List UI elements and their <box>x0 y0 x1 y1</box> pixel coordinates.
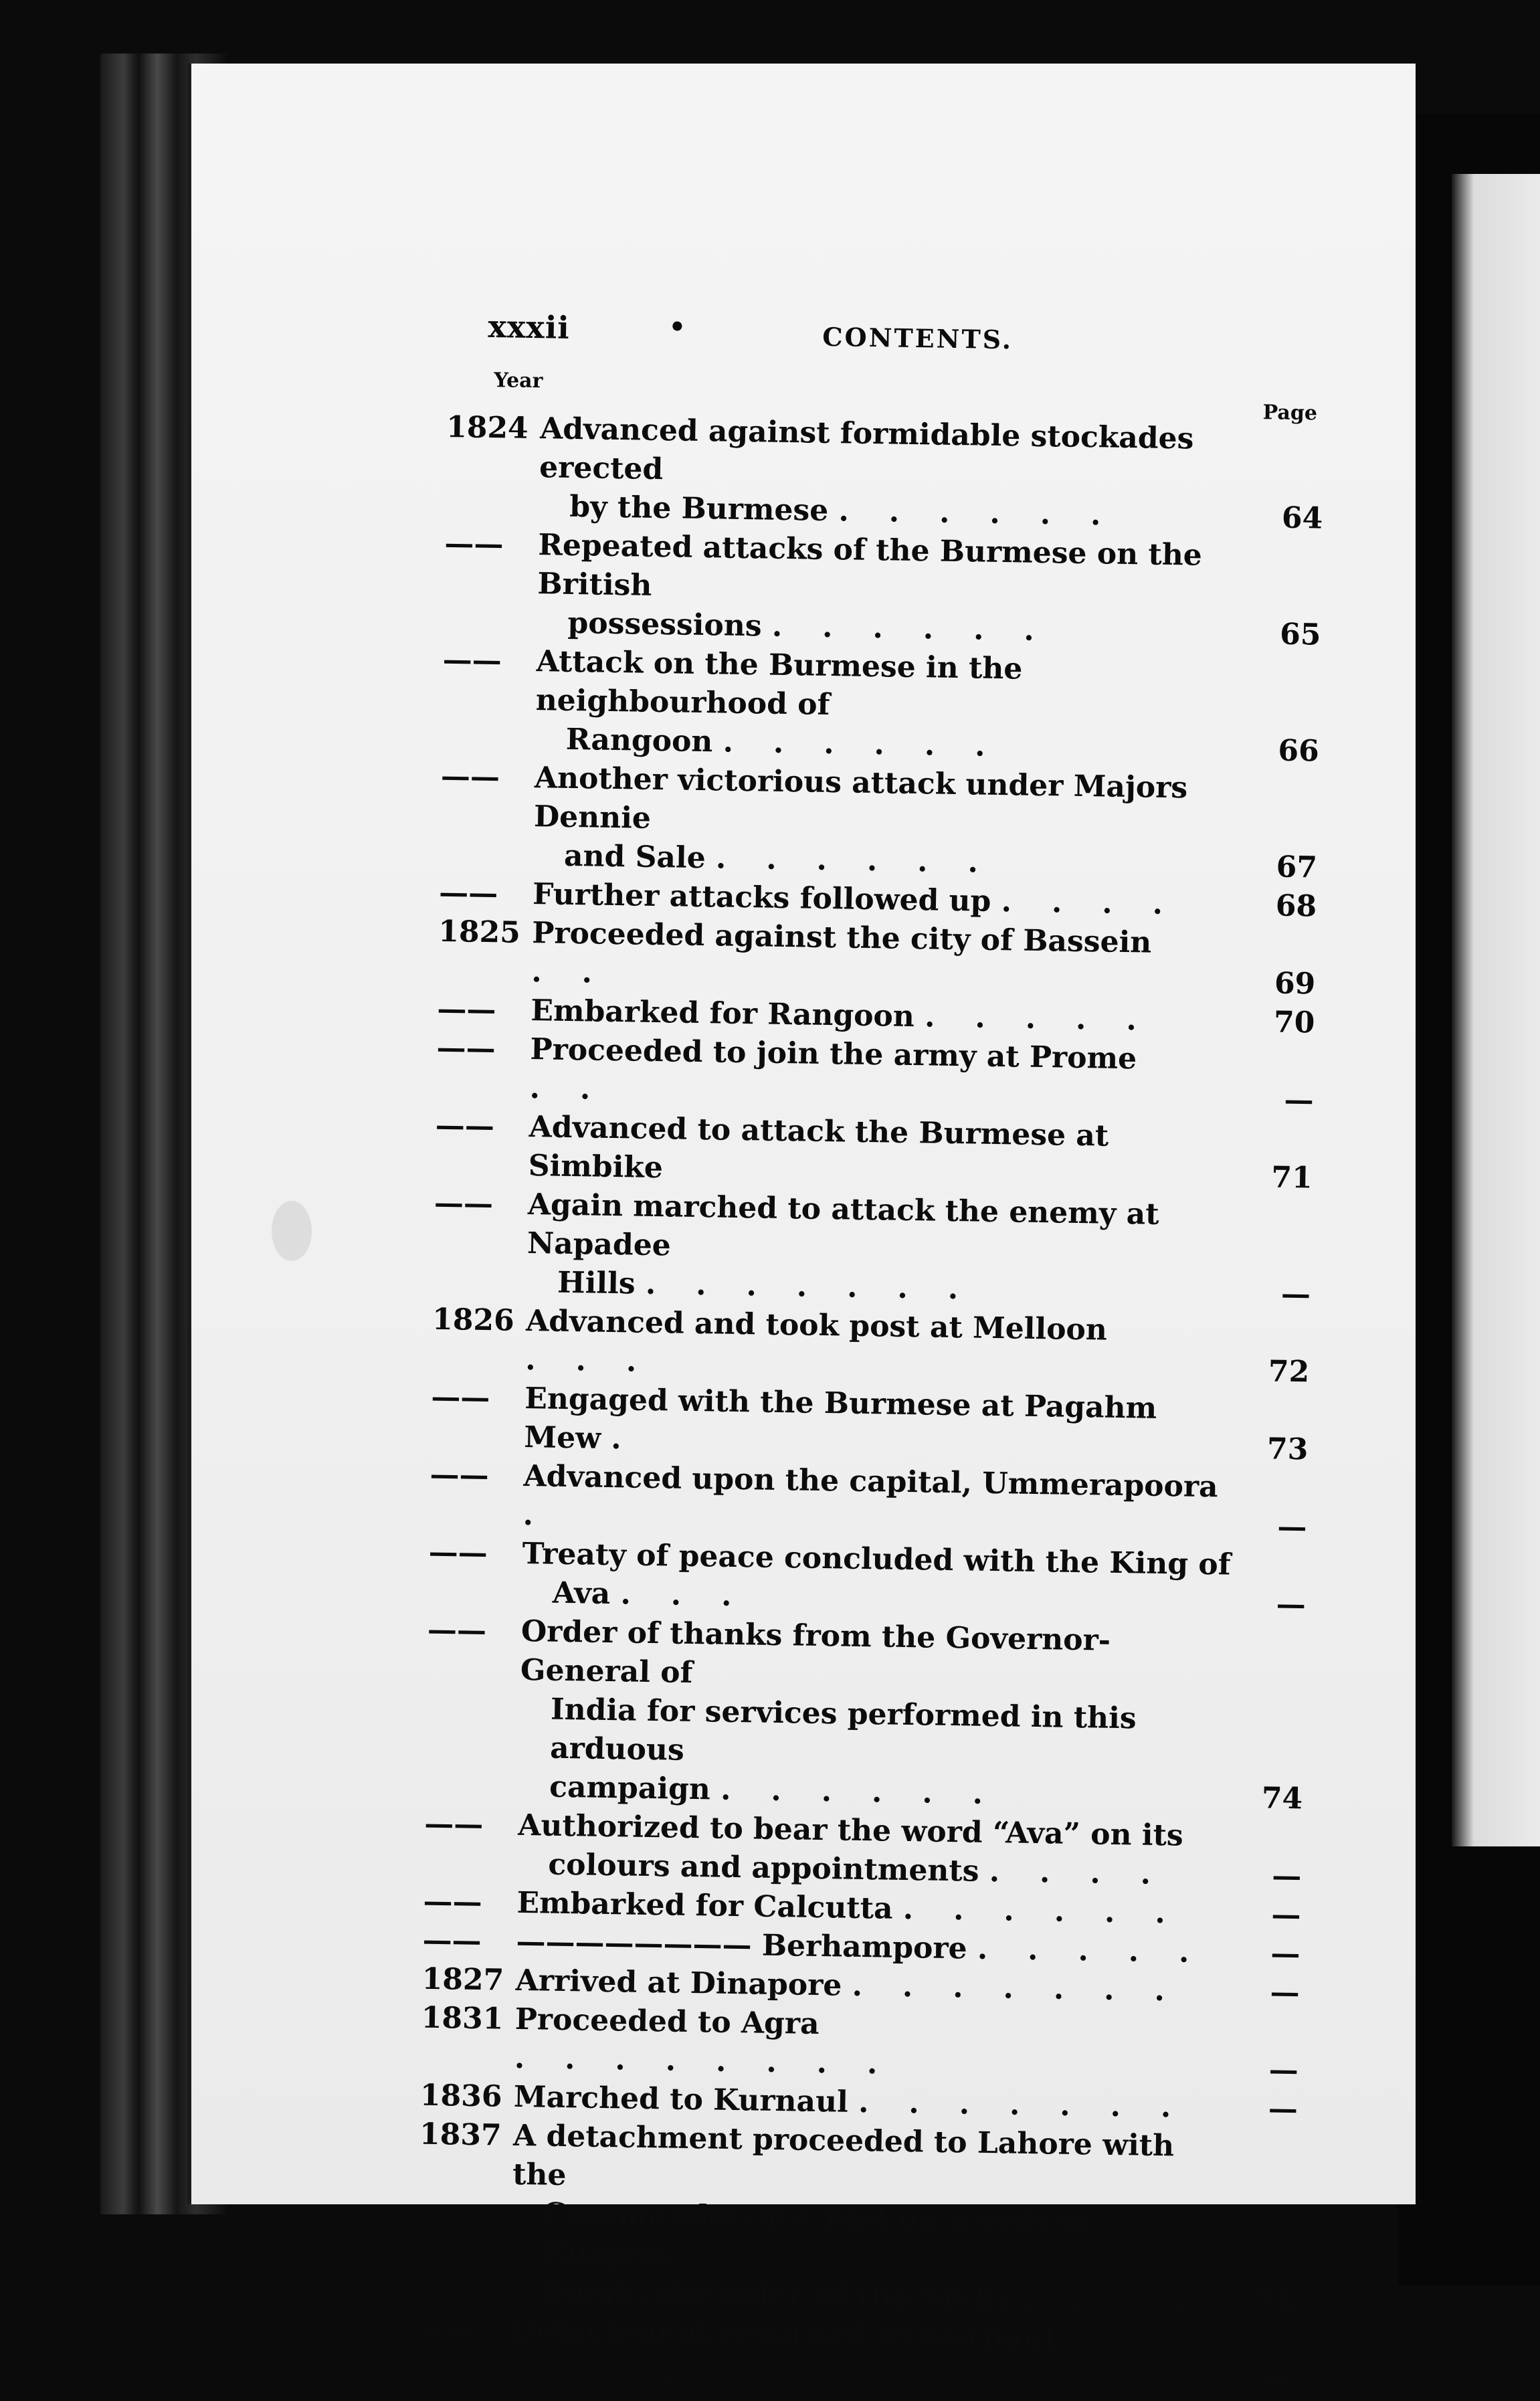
contents-entry <box>423 1805 1315 1897</box>
contents-entry <box>440 757 1331 888</box>
entry-text: Advanced to attack the Burmese at Simbike <box>528 1110 1109 1185</box>
entry-year: —— <box>437 991 496 1028</box>
paper-smudge <box>272 1201 312 1261</box>
entry-year: —— <box>423 1884 482 1920</box>
entry-page: 70 <box>1273 1005 1315 1040</box>
entry-text: Marched to Kurnaul ....... <box>513 2079 1212 2125</box>
entry-text-continued: colours and appointments .... <box>548 1847 1191 1892</box>
entry-page: — <box>1276 1587 1307 1622</box>
page-title: CONTENTS. <box>822 321 1014 355</box>
entry-page: — <box>1271 1897 1301 1933</box>
entry-text: Proceeded against the city of Bassein .. <box>531 916 1152 991</box>
entry-page: 67 <box>1276 850 1318 885</box>
contents-entry <box>420 1999 1311 2091</box>
contents-entry <box>433 1184 1325 1315</box>
entry-text-continued: India for services performed in this arduous <box>549 1692 1137 1767</box>
entry-page: 72 <box>1268 1354 1310 1389</box>
year-column-header: Year <box>494 369 543 393</box>
entry-text: ———————— Berhampore ..... <box>516 1924 1230 1970</box>
entry-text-continued: Ava ... <box>552 1575 772 1614</box>
entry-year: —— <box>423 1806 484 1842</box>
entry-text: Advanced against formidable stockades erected <box>539 411 1194 487</box>
entry-year: —— <box>438 875 498 911</box>
entry-page: 71 <box>1271 1160 1313 1195</box>
contents-entry <box>427 1533 1319 1625</box>
entry-page: 65 <box>1279 617 1321 652</box>
entry-page: — <box>1268 2052 1299 2088</box>
entry-year: 1824 <box>446 409 529 446</box>
contents-entry <box>436 1029 1327 1121</box>
entry-text: Authorized to bear the word “Ava” on its <box>517 1808 1184 1853</box>
entry-text: Engaged with the Burmese at Pagahm Mew . <box>524 1381 1157 1457</box>
contents-entry <box>443 524 1335 655</box>
contents-entry <box>441 641 1333 771</box>
contents-entry <box>431 1301 1323 1392</box>
entry-page: 64 <box>1281 500 1323 536</box>
entry-text-continued: Rangoon ...... <box>565 722 1026 764</box>
entry-text: A detachment proceeded to Lahore with the <box>512 2118 1175 2193</box>
entry-page: 69 <box>1274 966 1316 1001</box>
entry-page: 66 <box>1278 733 1320 769</box>
entry-year: —— <box>436 1030 496 1066</box>
page-column-header: Page <box>1262 401 1318 425</box>
entry-text: Again marched to attack the enemy at Napadee <box>526 1187 1159 1263</box>
entry-year: 1825 <box>438 914 521 950</box>
contents-entry <box>429 1456 1320 1547</box>
entry-text: Arrived at Dinapore ....... <box>515 1963 1206 2009</box>
entry-text: Advanced upon the capital, Ummerapoora . <box>522 1458 1219 1533</box>
entry-text: Repeated attacks of the Burmese on the British <box>537 528 1203 603</box>
entry-text: Treaty of peace concluded with the King of <box>522 1536 1232 1582</box>
entry-year: 1836 <box>419 2078 502 2114</box>
entry-year: —— <box>429 1457 489 1493</box>
entry-year: —— <box>422 1923 482 1959</box>
contents-list <box>415 408 1336 2401</box>
entry-year: —— <box>431 1379 490 1416</box>
entry-text: Embarked for Calcutta ...... <box>516 1885 1206 1931</box>
entry-year: —— <box>442 642 502 678</box>
entry-page: 74 <box>1261 1781 1303 1816</box>
entry-page: 75 <box>1253 2285 1295 2321</box>
entry-year: —— <box>435 1108 495 1144</box>
entry-text: Further attacks followed up .... <box>532 877 1204 922</box>
entry-text-continued: Hills ....... <box>557 1265 999 1307</box>
contents-entry <box>430 1378 1321 1470</box>
entry-text-continued: Commander-in-Chief on a visit to Runjeet <box>541 2196 1092 2272</box>
contents-entry <box>415 2309 1307 2401</box>
entry-year: 1831 <box>421 2000 504 2036</box>
entry-text-continued: Singh, the ruler of the Sikhs .... <box>541 2274 1224 2319</box>
entry-text: Detachment returned to Kurnaul .... <box>509 2312 1056 2389</box>
entry-page: 73 <box>1266 1432 1309 1467</box>
contents-entry <box>434 1107 1325 1198</box>
contents-entry <box>425 1611 1317 1819</box>
entry-text: Order of thanks from the Governor-General of <box>520 1614 1111 1690</box>
entry-text: Another victorious attack under Majors Dennie <box>533 761 1188 836</box>
entry-year: —— <box>440 759 500 795</box>
entry-year: —— <box>427 1612 487 1648</box>
entry-page: — <box>1271 1858 1302 1894</box>
entry-text-continued: possessions ...... <box>567 605 1075 648</box>
entry-page: — <box>1277 1509 1307 1545</box>
entry-year: —— <box>444 526 504 562</box>
entry-text: Attack on the Burmese in the neighbourhood of <box>535 644 1023 723</box>
entry-year: —— <box>434 1185 494 1222</box>
print-speck: • <box>668 311 686 343</box>
entry-page: — <box>1280 1276 1311 1312</box>
entry-page: — <box>1264 2363 1294 2398</box>
entry-year: 1826 <box>431 1302 515 1338</box>
entry-text: Advanced and took post at Melloon ... <box>524 1304 1108 1379</box>
entry-text-continued: campaign ...... <box>549 1769 1024 1812</box>
page-number: xxxii <box>488 308 571 346</box>
entry-text: Embarked for Rangoon ..... <box>531 993 1177 1038</box>
entry-year: 1837 <box>419 2117 502 2153</box>
entry-page: 68 <box>1275 888 1317 924</box>
contents-page-body <box>416 308 1337 2398</box>
entry-page: — <box>1270 1936 1301 1972</box>
entry-year: —— <box>416 2311 476 2347</box>
facing-page-edge <box>1452 174 1540 1846</box>
contents-entry <box>445 408 1337 539</box>
entry-page: — <box>1270 1975 1300 2010</box>
contents-entry <box>438 913 1329 1004</box>
entry-year: —— <box>428 1535 488 1571</box>
entry-text: Proceeded to join the army at Prome .. <box>529 1032 1137 1107</box>
entry-year: 1827 <box>421 1961 504 1998</box>
entry-text: Proceeded to Agra ........ <box>514 2002 918 2082</box>
entry-text-continued: by the Burmese ...... <box>569 489 1141 533</box>
contents-entry <box>417 2115 1309 2323</box>
entry-page: — <box>1268 2091 1298 2127</box>
entry-page: — <box>1284 1082 1314 1118</box>
entry-text-continued: and Sale ...... <box>563 838 1019 880</box>
